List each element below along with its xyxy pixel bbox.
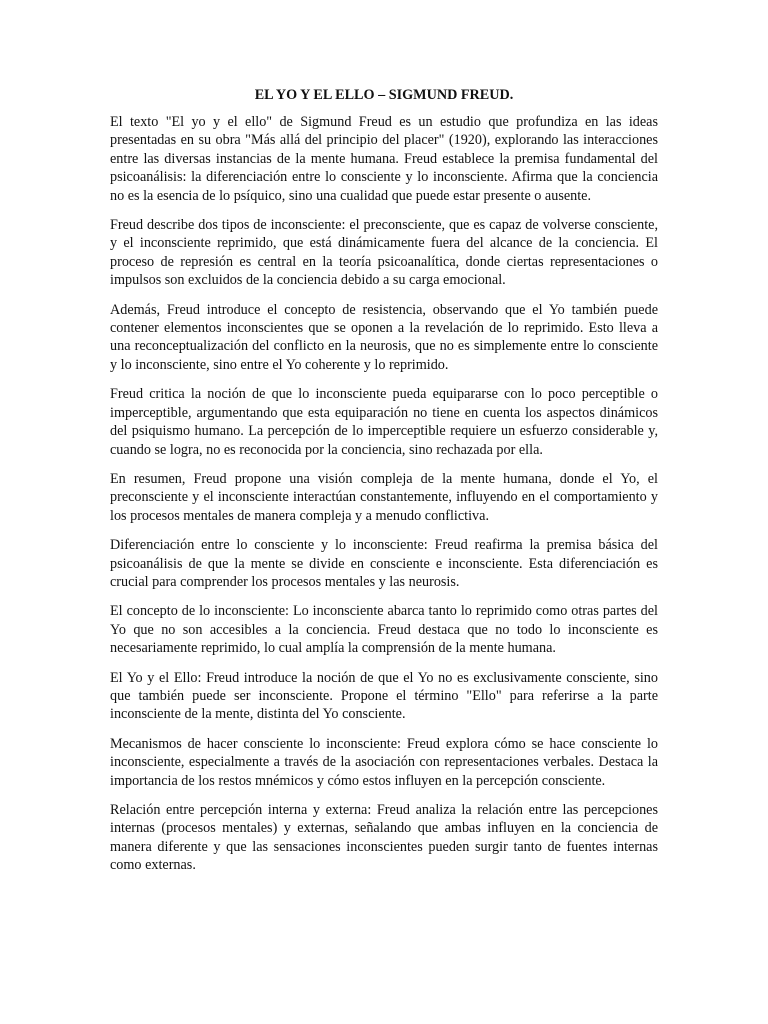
paragraph-8: El Yo y el Ello: Freud introduce la noción de que el Yo no es exclusivamente consciente, sino que también puede ser inconsciente. Propone el término "Ello" para referirse a la parte inconsciente de la mente, distinta del Yo consciente.	[110, 669, 658, 723]
paragraph-3: Además, Freud introduce el concepto de resistencia, observando que el Yo también puede contener elementos inconscientes que se oponen a la revelación de lo reprimido. Esto lleva a una reconceptualización del conflicto en la neurosis, que no es simplemente entre lo consciente y lo inconsciente, sino entre el Yo coherente y lo reprimido.	[110, 301, 658, 373]
paragraph-9: Mecanismos de hacer consciente lo inconsciente: Freud explora cómo se hace consciente lo inconsciente, especialmente a través de la asociación con representaciones verbales. Destaca la importancia de los restos mnémicos y cómo estos influyen en la percepción consciente.	[110, 735, 658, 789]
paragraph-1: El texto "El yo y el ello" de Sigmund Freud es un estudio que profundiza en las ideas presentadas en su obra "Más allá del principio del placer" (1920), explorando las interacciones entre las diversas instancias de la mente humana. Freud establece la premisa fundamental del psicoanálisis: la diferenciación entre lo consciente y lo inconsciente. Afirma que la conciencia no es la esencia de lo psíquico, sino una cualidad que puede estar presente o ausente.	[110, 114, 658, 204]
paragraph-4: Freud critica la noción de que lo inconsciente pueda equipararse con lo poco perceptible o imperceptible, argumentando que esta equiparación no tiene en cuenta los aspectos dinámicos del psiquismo humano. La percepción de lo imperceptible requiere un esfuerzo considerable y, cuando se logra, no es reconocida por la conciencia, sino rechazada por ella.	[110, 386, 658, 458]
document-page	[110, 86, 658, 886]
paragraph-6: Diferenciación entre lo consciente y lo inconsciente: Freud reafirma la premisa básica del psicoanálisis de que la mente se divide en consciente e inconsciente. Esta diferenciación es crucial para comprender los procesos mentales y las neurosis.	[110, 537, 658, 590]
paragraph-7: El concepto de lo inconsciente: Lo inconsciente abarca tanto lo reprimido como otras partes del Yo que no son accesibles a la conciencia. Freud destaca que no todo lo inconsciente es necesariamente reprimido, lo cual amplía la comprensión de la mente humana.	[110, 603, 658, 657]
paragraph-2: Freud describe dos tipos de inconsciente: el preconsciente, que es capaz de volverse consciente, y el inconsciente reprimido, que está dinámicamente fuera del alcance de la conciencia. El proceso de represión es central en la teoría psicoanalítica, donde ciertas representaciones o impulsos son excluidos de la conciencia debido a su carga emocional.	[110, 217, 658, 289]
paragraph-10: Relación entre percepción interna y externa: Freud analiza la relación entre las percepciones internas (procesos mentales) y externas, señalando que ambas influyen en la conciencia de manera diferente y que las sensaciones inconscientes pueden surgir tanto de fuentes internas como externas.	[110, 802, 658, 874]
document-title: EL YO Y EL ELLO – SIGMUND FREUD.	[254, 87, 514, 103]
paragraph-5: En resumen, Freud propone una visión compleja de la mente humana, donde el Yo, el preconsciente y el inconsciente interactúan constantemente, influyendo en el comportamiento y los procesos mentales de manera compleja y a menudo conflictiva.	[110, 470, 658, 524]
